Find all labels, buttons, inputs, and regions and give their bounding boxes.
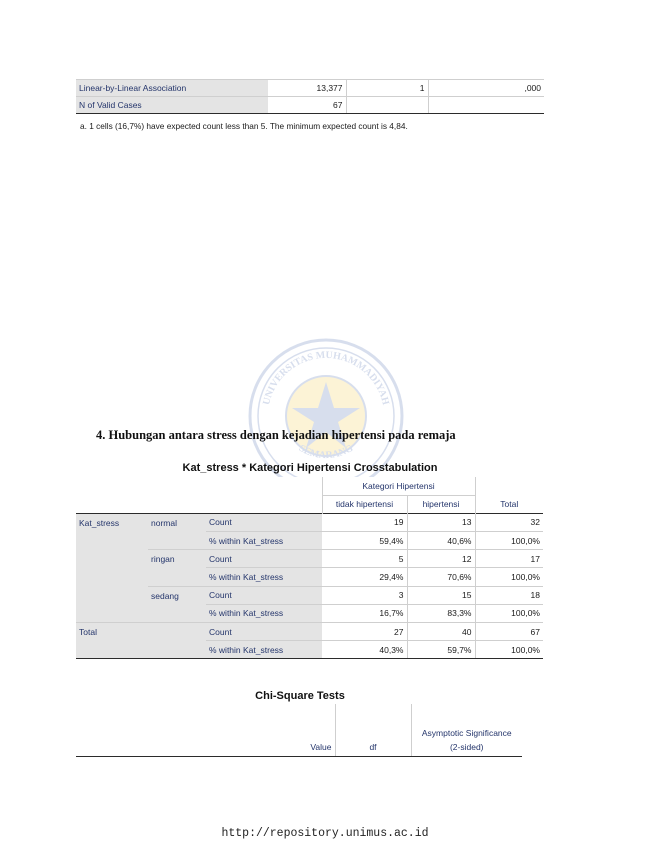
col-header: tidak hipertensi	[322, 495, 407, 513]
cell: 3	[322, 586, 407, 604]
table-row	[76, 97, 544, 114]
col-header: hipertensi	[407, 495, 475, 513]
cell: 59,4%	[322, 532, 407, 550]
sig-cell	[428, 97, 544, 114]
stat-label: % within Kat_stress	[206, 568, 322, 586]
cell: 32	[475, 513, 543, 531]
crosstab-title: Kat_stress * Kategori Hipertensi Crosstabulation	[182, 462, 438, 474]
cell: 19	[322, 513, 407, 531]
value-cell: 13,377	[268, 80, 346, 97]
cell: 40,6%	[407, 532, 475, 550]
table-row	[76, 513, 543, 531]
previous-chi-square-table	[76, 79, 544, 114]
row-var-label: Kat_stress	[76, 513, 148, 622]
svg-text:SEMARANG: SEMARANG	[296, 442, 356, 462]
stat-label: % within Kat_stress	[206, 604, 322, 622]
svg-text:UNIVERSITAS MUHAMMADIYAH: UNIVERSITAS MUHAMMADIYAH	[261, 349, 391, 407]
group-label: sedang	[148, 586, 206, 622]
header-row	[76, 738, 522, 756]
cell: 100,0%	[475, 568, 543, 586]
cell: 15	[407, 586, 475, 604]
cell: 40	[407, 623, 475, 641]
row-label: N of Valid Cases	[76, 97, 268, 114]
table-footnote: a. 1 cells (16,7%) have expected count less than 5. The minimum expected count is 4,84.	[80, 121, 408, 131]
total-label: Total	[76, 623, 206, 659]
table-row	[76, 80, 544, 97]
header-row	[76, 495, 543, 513]
cell: 40,3%	[322, 641, 407, 659]
df-cell: 1	[346, 80, 428, 97]
cell: 83,3%	[407, 604, 475, 622]
cell: 13	[407, 513, 475, 531]
group-label: ringan	[148, 550, 206, 586]
cell: 70,6%	[407, 568, 475, 586]
cell: 59,7%	[407, 641, 475, 659]
stat-label: Count	[206, 586, 322, 604]
stat-label: Count	[206, 623, 322, 641]
cell: 5	[322, 550, 407, 568]
stat-label: Count	[206, 550, 322, 568]
header-row	[76, 704, 522, 738]
value-header: Value	[259, 738, 335, 756]
stat-label: % within Kat_stress	[206, 641, 322, 659]
chi-square-title: Chi-Square Tests	[255, 690, 345, 702]
col-header: Total	[475, 495, 543, 513]
cell: 29,4%	[322, 568, 407, 586]
cell: 17	[475, 550, 543, 568]
sig-cell: ,000	[428, 80, 544, 97]
section-heading: 4. Hubungan antara stress dengan kejadian hipertensi pada remaja	[96, 428, 456, 442]
crosstab-table	[76, 477, 543, 659]
chi-square-table	[76, 704, 522, 757]
table-row	[76, 623, 543, 641]
stat-label: Count	[206, 513, 322, 531]
value-cell: 67	[268, 97, 346, 114]
footer-url: http://repository.unimus.ac.id	[221, 827, 429, 840]
row-label: Linear-by-Linear Association	[76, 80, 268, 97]
cell: 100,0%	[475, 604, 543, 622]
header-row	[76, 477, 543, 495]
cell: 27	[322, 623, 407, 641]
df-header: df	[335, 738, 411, 756]
cell: 16,7%	[322, 604, 407, 622]
cell: 100,0%	[475, 641, 543, 659]
cell: 67	[475, 623, 543, 641]
sig-header-line2: (2-sided)	[411, 738, 522, 756]
stat-label: % within Kat_stress	[206, 532, 322, 550]
cell: 100,0%	[475, 532, 543, 550]
df-cell	[346, 97, 428, 114]
group-label: normal	[148, 513, 206, 549]
cell: 18	[475, 586, 543, 604]
sig-header-line1: Asymptotic Significance	[411, 704, 522, 738]
cell: 12	[407, 550, 475, 568]
group-header: Kategori Hipertensi	[322, 477, 475, 495]
